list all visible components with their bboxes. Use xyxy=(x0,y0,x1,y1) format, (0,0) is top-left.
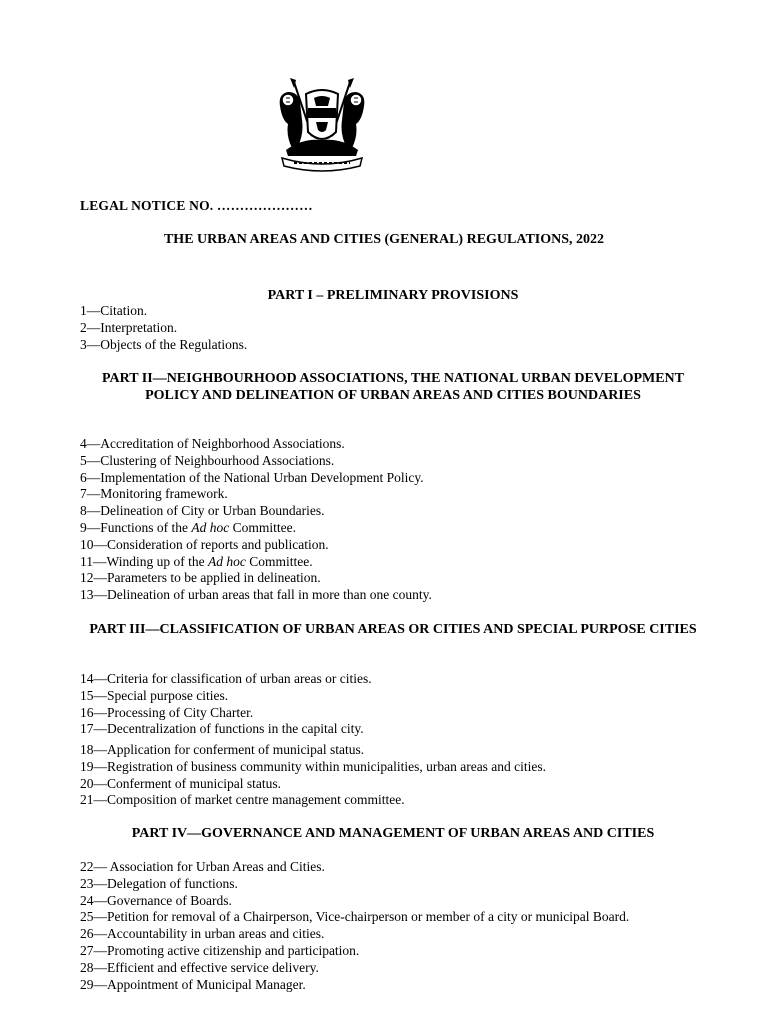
regulations-title: THE URBAN AREAS AND CITIES (GENERAL) REGULATIONS, 2022 xyxy=(163,232,605,247)
part-contents-list xyxy=(80,742,730,809)
list-item: 9—Functions of the Ad hoc Committee. xyxy=(80,519,296,535)
list-item: 21—Composition of market centre management committee. xyxy=(80,792,405,808)
list-item: 24—Governance of Boards. xyxy=(80,892,232,908)
list-item: 22— Association for Urban Areas and Cities. xyxy=(80,859,325,874)
list-item: 19—Registration of business community within municipalities, urban areas and cities. xyxy=(80,758,547,774)
part-contents-list xyxy=(80,436,730,604)
part-contents-list xyxy=(80,303,730,353)
list-item: 12—Parameters to be applied in delineation. xyxy=(80,570,321,586)
list-item: 4—Accreditation of Neighborhood Associations. xyxy=(80,436,345,451)
list-item: 28—Efficient and effective service delivery. xyxy=(80,959,319,975)
part-heading: PART I – PRELIMINARY PROVISIONS xyxy=(267,288,519,303)
part-heading: PART IV—GOVERNANCE AND MANAGEMENT OF URBAN AREAS AND CITIES xyxy=(131,826,655,841)
list-item: 16—Processing of City Charter. xyxy=(80,704,254,720)
list-item: 11—Winding up of the Ad hoc Committee. xyxy=(80,553,313,569)
part-heading: PART II—NEIGHBOURHOOD ASSOCIATIONS, THE NATIONAL URBAN DEVELOPMENT POLICY AND DELINEATION OF URBAN AREAS AND CITIES BOUNDARIES xyxy=(101,371,685,403)
list-item: 26—Accountability in urban areas and cities. xyxy=(80,926,325,942)
part-heading: PART III—CLASSIFICATION OF URBAN AREAS OR CITIES AND SPECIAL PURPOSE CITIES xyxy=(89,622,697,637)
list-item: 15—Special purpose cities. xyxy=(80,687,229,703)
list-item: 8—Delineation of City or Urban Boundaries. xyxy=(80,503,325,519)
list-item: 27—Promoting active citizenship and participation. xyxy=(80,942,360,958)
part-contents-list xyxy=(80,671,730,738)
coat-of-arms-icon xyxy=(272,76,372,172)
part-contents-list xyxy=(80,859,730,993)
list-item: 14—Criteria for classification of urban areas or cities. xyxy=(80,671,372,686)
list-item: 20—Conferment of municipal status. xyxy=(80,775,281,791)
list-item: 17—Decentralization of functions in the capital city. xyxy=(80,721,364,737)
list-item: 2—Interpretation. xyxy=(80,319,178,335)
list-item: 5—Clustering of Neighbourhood Associations. xyxy=(80,452,335,468)
list-item: 10—Consideration of reports and publication. xyxy=(80,536,329,552)
list-item: 13—Delineation of urban areas that fall in more than one county. xyxy=(80,587,432,603)
list-item: 6—Implementation of the National Urban Development Policy. xyxy=(80,469,424,485)
legal-notice-number: LEGAL NOTICE NO. ………………… xyxy=(80,198,313,213)
list-item: 29—Appointment of Municipal Manager. xyxy=(80,976,306,992)
list-item: 1—Citation. xyxy=(80,303,148,318)
list-item: 25—Petition for removal of a Chairperson, Vice-chairperson or member of a city or municipal Board. xyxy=(80,909,630,925)
list-item: 3—Objects of the Regulations. xyxy=(80,336,248,352)
list-item: 18—Application for conferment of municipal status. xyxy=(80,742,365,757)
list-item: 23—Delegation of functions. xyxy=(80,875,238,891)
list-item: 7—Monitoring framework. xyxy=(80,486,228,502)
